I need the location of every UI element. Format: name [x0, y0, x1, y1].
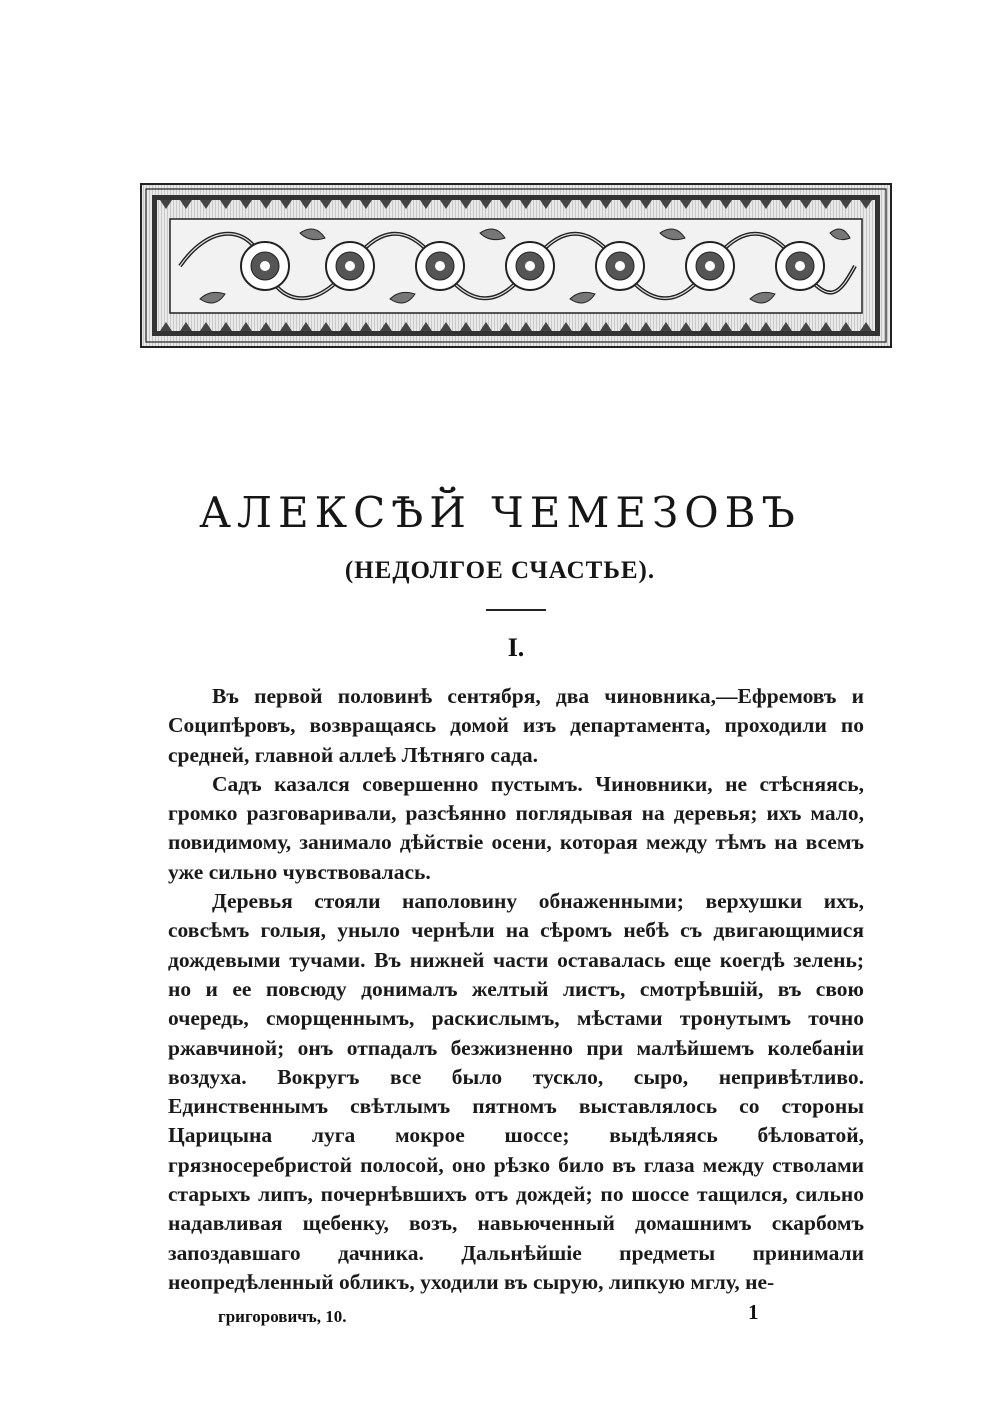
paragraph: Деревья стояли наполовину обнаженными; верхушки ихъ, совсѣмъ голыя, уныло чернѣли на сѣромъ небѣ съ двигающимися дождевыми тучами. Въ нижней части оставалась еще коегдѣ зелень; но и ее повсюду донималъ желтый листъ, смотрѣвшій, въ свою очередь, сморщеннымъ, раскислымъ, мѣстами тронутымъ точно ржавчиной; онъ отпадалъ безжизненно при малѣйшемъ колебаніи воздуха. Вокругъ все было тускло, сыро, непривѣтливо. Единственнымъ свѣтлымъ пятномъ выставлялось со стороны Царицына луга мокрое шоссе; выдѣляясь бѣловатой, грязносеребристой полосой, оно рѣзко било въ глаза между стволами старыхъ липъ, почернѣвшихъ отъ дождей; по шоссе тащился, сильно надавливая щебенку, возъ, навьюченный домашнимъ скарбомъ запоздавшаго дачника. Дальнѣйшіе предметы принимали неопредѣленный обликъ, уходили въ сырую, липкую мглу, не- — [168, 889, 864, 1294]
body-text — [168, 682, 864, 1297]
chapter-number: I. — [507, 633, 525, 662]
floral-headpiece-icon — [140, 183, 892, 348]
ornamental-headpiece — [140, 183, 892, 348]
paragraph: Садъ казался совершенно пустымъ. Чиновники, не стѣсняясь, громко разговаривали, разсѣянно поглядывая на деревья; ихъ мало, повидимому, занимало дѣйствіе осени, которая между тѣмъ на всемъ уже сильно чувствовалась. — [168, 771, 864, 884]
paragraph: Въ первой половинѣ сентября, два чиновника,—Ефремовъ и Соципѣровъ, возвращаясь домой изъ департамента, проходили по средней, главной аллеѣ Лѣтняго сада. — [168, 684, 864, 767]
story-subtitle: (НЕДОЛГОЕ СЧАСТЬЕ). — [344, 557, 656, 584]
footer-signature: григоровичъ, 10. — [218, 1307, 347, 1326]
page-number: 1 — [748, 1300, 759, 1324]
title-divider — [486, 609, 546, 611]
story-title: АЛЕКСѢЙ ЧЕМЕЗОВЪ — [199, 488, 801, 537]
